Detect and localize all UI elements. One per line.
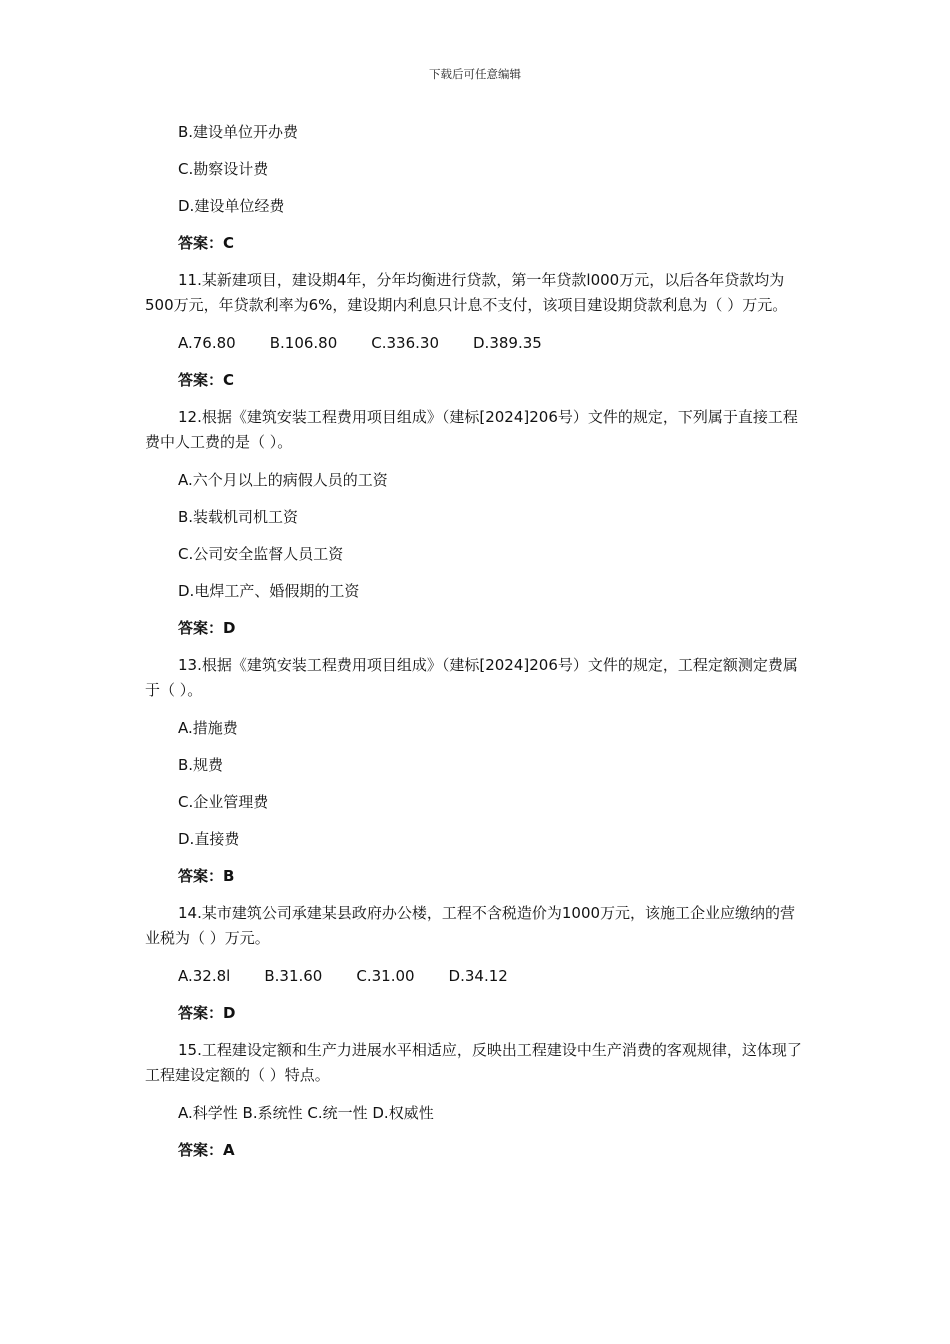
- options-line: A.科学性 B.系统性 C.统一性 D.权威性: [178, 1104, 434, 1122]
- option-b: B.装载机司机工资: [178, 508, 299, 526]
- option-c: C.31.00: [356, 967, 415, 985]
- option-d: D.34.12: [448, 967, 508, 985]
- option-d: D.建设单位经费: [178, 197, 285, 215]
- option-b: B.106.80: [269, 334, 338, 352]
- option-b: B.建设单位开办费: [178, 123, 299, 141]
- option-c: C.公司安全监督人员工资: [178, 545, 344, 563]
- option-c: C.企业管理费: [178, 793, 269, 811]
- question-14: 14.某市建筑公司承建某县政府办公楼，工程不含税造价为1000万元，该施工企业应缴纳的营业税为（ ）万元。: [145, 904, 796, 947]
- answer: 答案：D: [178, 619, 236, 637]
- option-d: D.直接费: [178, 830, 240, 848]
- option-a: A.措施费: [178, 719, 238, 737]
- question-13: 13.根据《建筑安装工程费用项目组成》（建标[2024]206号）文件的规定，工程定额测定费属于（ ）。: [145, 656, 798, 699]
- answer: 答案：A: [178, 1141, 235, 1159]
- page-header: 下载后可任意编辑: [429, 67, 521, 81]
- option-a: A.76.80: [178, 334, 236, 352]
- option-c: C.336.30: [371, 334, 439, 352]
- option-d: D.电焊工产、婚假期的工资: [178, 582, 360, 600]
- question-15: 15.工程建设定额和生产力进展水平相适应，反映出工程建设中生产消费的客观规律，这体现了工程建设定额的（ ）特点。: [145, 1041, 802, 1084]
- answer: 答案：B: [178, 867, 235, 885]
- options-row: [145, 964, 810, 988]
- option-b: B.规费: [178, 756, 224, 774]
- answer: 答案：D: [178, 1004, 236, 1022]
- answer: 答案：C: [178, 234, 235, 252]
- options-row: [145, 331, 810, 355]
- answer: 答案：C: [178, 371, 235, 389]
- option-a: A.32.8l: [178, 967, 231, 985]
- document-body: [145, 120, 810, 1175]
- option-c: C.勘察设计费: [178, 160, 269, 178]
- option-d: D.389.35: [473, 334, 542, 352]
- question-11: 11.某新建项目，建设期4年，分年均衡进行贷款，第一年贷款l000万元，以后各年贷款均为500万元，年贷款利率为6%，建设期内利息只计息不支付，该项目建设期贷款利息为（ ）万元。: [145, 271, 788, 314]
- option-a: A.六个月以上的病假人员的工资: [178, 471, 388, 489]
- option-b: B.31.60: [264, 967, 323, 985]
- question-12: 12.根据《建筑安装工程费用项目组成》（建标[2024]206号）文件的规定，下列属于直接工程费中人工费的是（ ）。: [145, 408, 798, 451]
